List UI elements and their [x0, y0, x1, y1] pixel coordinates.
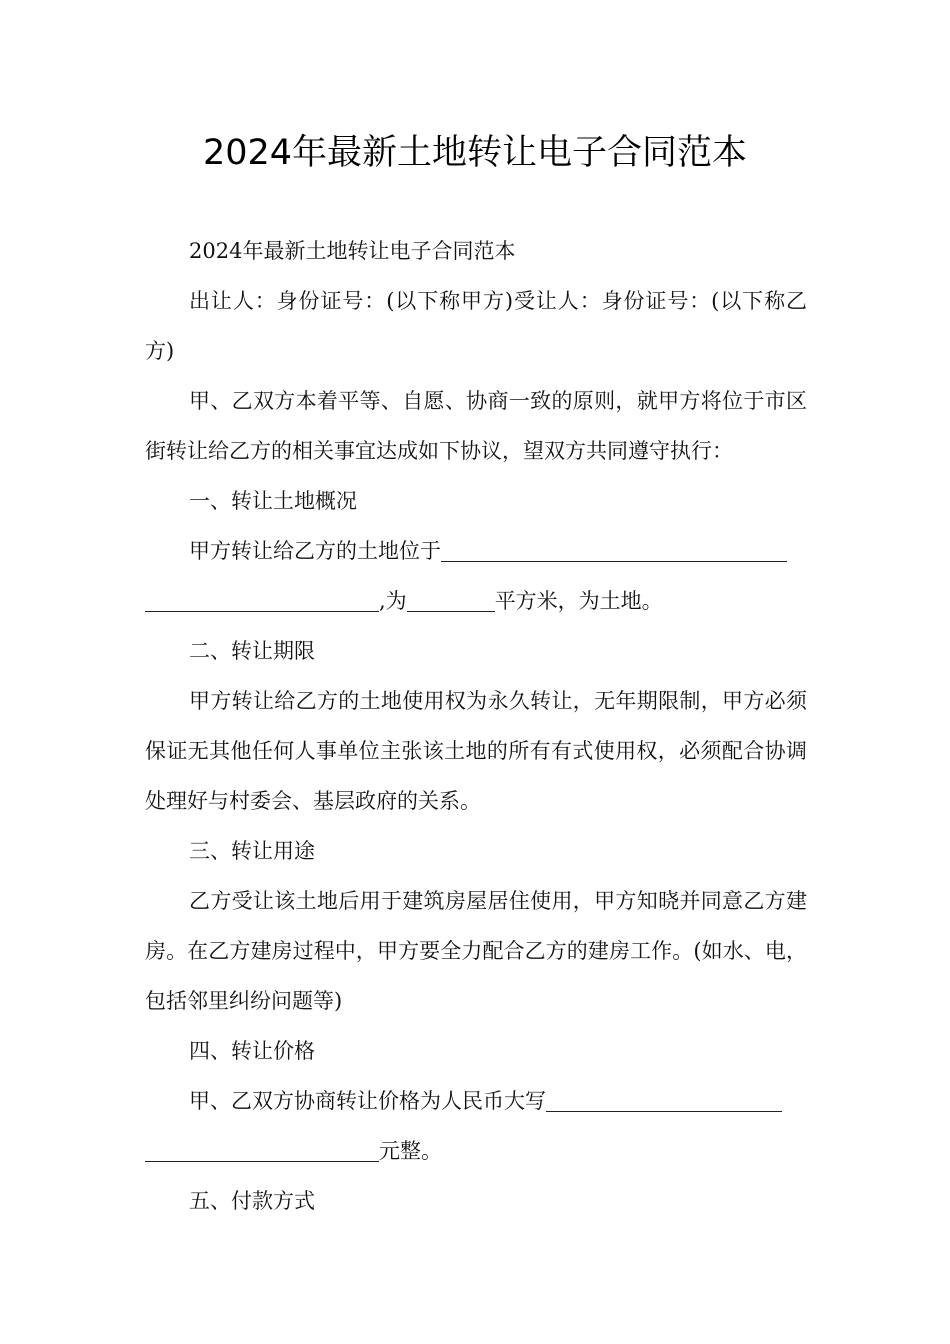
land-location-label: 甲方转让给乙方的土地位于: [189, 539, 441, 563]
paragraph-transfer-use: 乙方受让该土地后用于建筑房屋居住使用，甲方知晓并同意乙方建房。在乙方建房过程中，甲方要全力配合乙方的建房工作。(如水、电，包括邻里纠纷问题等): [145, 889, 807, 1013]
land-location-blank-2: [145, 591, 379, 612]
paragraph-transfer-price: [145, 1076, 807, 1176]
land-area-blank: [407, 591, 495, 612]
section-heading-4: 四、转让价格: [189, 1039, 315, 1063]
document-title: 2024年最新土地转让电子合同范本: [202, 133, 748, 173]
transfer-price-blank-2: [145, 1141, 379, 1162]
section-heading-2: 二、转让期限: [189, 639, 315, 663]
land-location-blank-1: [441, 541, 787, 562]
section-heading-3: 三、转让用途: [189, 839, 315, 863]
paragraph-transfer-term: 甲方转让给乙方的土地使用权为永久转让，无年期限制，甲方必须保证无其他任何人事单位主张该土地的所有有式使用权，必须配合协调处理好与村委会、基层政府的关系。: [145, 689, 807, 813]
section-heading-1: 一、转让土地概况: [189, 489, 357, 513]
land-overview-line-2: [145, 576, 807, 626]
transfer-price-line-1: [145, 1076, 807, 1126]
transfer-price-unit: 元整。: [379, 1139, 442, 1163]
transfer-price-line-2: [145, 1126, 807, 1176]
paragraph-subtitle: 2024年最新土地转让电子合同范本: [189, 239, 516, 263]
transfer-price-label: 甲、乙双方协商转让价格为人民币大写: [189, 1089, 546, 1113]
paragraph-preamble: 甲、乙双方本着平等、自愿、协商一致的原则，就甲方将位于市区街转让给乙方的相关事宜达成如下协议，望双方共同遵守执行：: [145, 389, 807, 463]
transfer-price-blank-1: [546, 1091, 782, 1112]
document-body: [145, 226, 807, 1226]
section-heading-5: 五、付款方式: [189, 1189, 315, 1213]
paragraph-parties: 出让人：身份证号：(以下称甲方)受让人：身份证号：(以下称乙方): [145, 289, 807, 363]
land-type-label: 平方米，为土地。: [494, 589, 663, 613]
land-overview-line-1: [145, 526, 807, 576]
paragraph-land-overview: [145, 526, 807, 626]
land-area-label: ,为: [379, 589, 407, 613]
